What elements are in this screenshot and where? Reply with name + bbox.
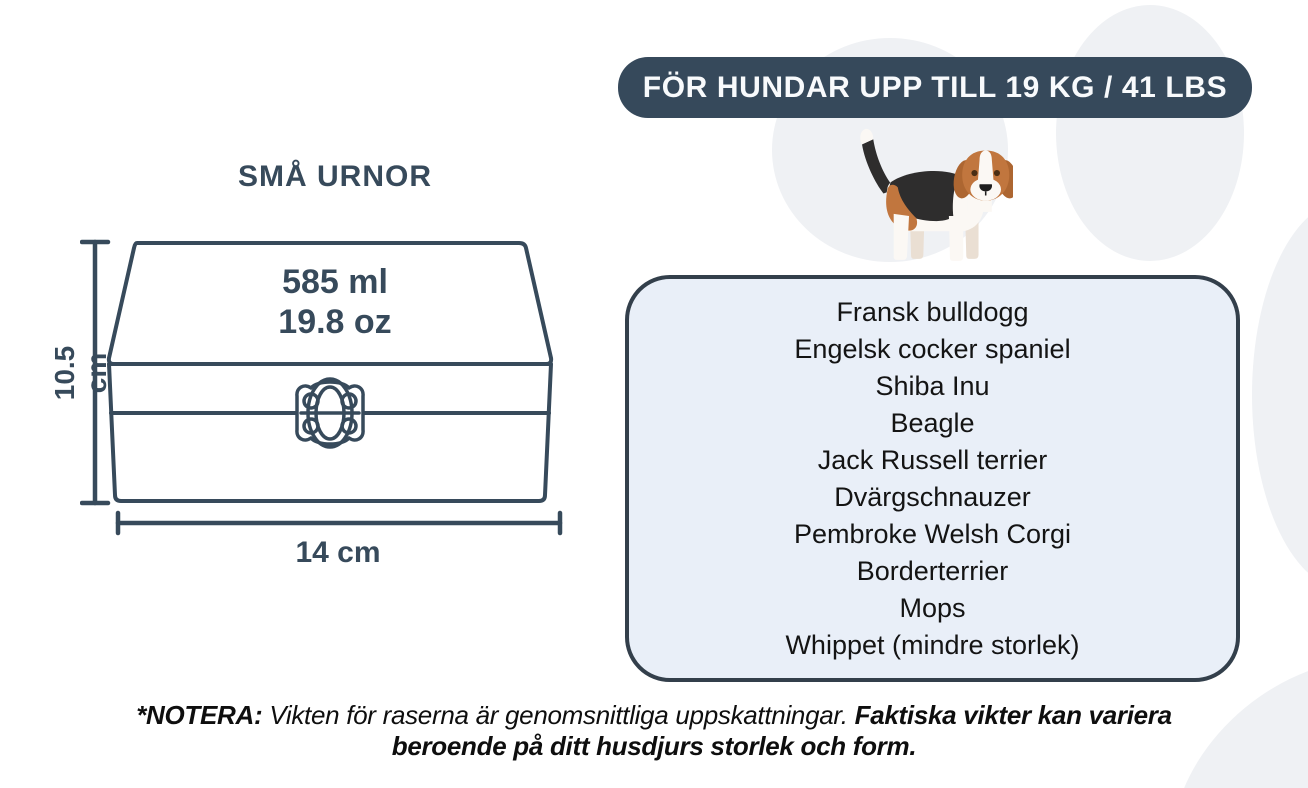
volume-oz: 19.8 oz [278,303,392,341]
urn-volume [180,262,490,342]
urn-size-title: SMÅ URNOR [238,160,432,193]
footnote [114,700,1194,762]
breed-list-item: Shiba Inu [875,370,990,401]
breed-list-item: Whippet (mindre storlek) [785,629,1080,660]
breed-list-item: Engelsk cocker spaniel [794,333,1071,364]
width-dimension-label: 14 cm [295,536,381,569]
width-dimension-line [118,513,560,533]
beagle-icon [848,126,1013,264]
breed-list-item: Beagle [890,407,975,438]
breed-list-item: Pembroke Welsh Corgi [793,518,1072,549]
footnote-emphasis-text: Faktiska vikter kan variera beroende på ditt husdjurs storlek och form. [391,700,1172,761]
beagle-dog [860,129,1013,261]
breed-list-item: Fransk bulldogg [836,296,1029,327]
weight-limit-label: FÖR HUNDAR UPP TILL 19 KG / 41 LBS [642,70,1228,104]
volume-ml: 585 ml [282,263,388,301]
urn-clasp [297,379,363,447]
breed-list-item: Dvärgschnauzer [834,481,1031,512]
weight-limit-badge [618,57,1252,118]
breed-list-box [625,275,1240,682]
breed-list-item: Borderterrier [856,555,1009,586]
footnote-normal-text: Vikten för raserna är genomsnittliga uppskattningar. [269,700,848,730]
breed-list-item: Mops [899,592,966,623]
height-dimension-label: 10.5 cm [49,345,112,401]
breed-list-item: Jack Russell terrier [817,444,1048,475]
footnote-prefix: *NOTERA: [136,700,263,730]
